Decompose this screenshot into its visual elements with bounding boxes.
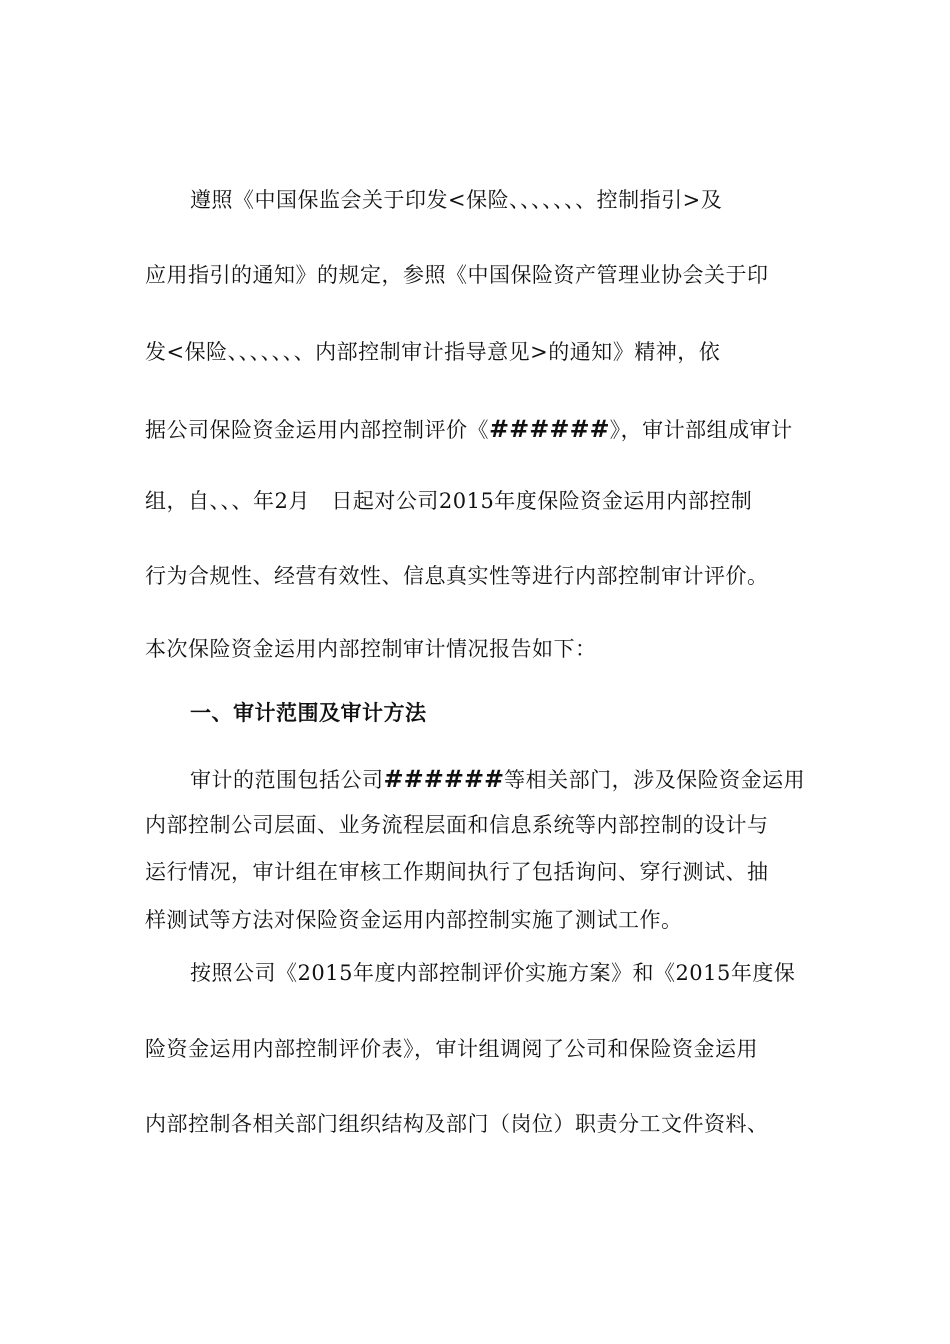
paragraph-line: 行为合规性、经营有效性、信息真实性等进行内部控制审计评价。 <box>145 564 769 588</box>
paragraph-line: 组，自、、、年2月 日起对公司2015年度保险资金运用内部控制 <box>145 489 753 513</box>
paragraph-line: 内部控制公司层面、业务流程层面和信息系统等内部控制的设计与 <box>145 813 769 837</box>
paragraph-line: 发<保险、、、、、、、内部控制审计指导意见>的通知》精神，依 <box>145 340 721 364</box>
paragraph-line <box>190 764 870 795</box>
text-segment: 等相关部门，涉及保险资金运用 <box>504 768 806 792</box>
paragraph-line: 内部控制各相关部门组织结构及部门（岗位）职责分工文件资料、 <box>145 1112 769 1136</box>
text-segment: 》，审计部组成审计 <box>609 418 793 442</box>
paragraph-line: 险资金运用内部控制评价表》，审计组调阅了公司和保险资金运用 <box>145 1037 758 1061</box>
paragraph-line: 应用指引的通知》的规定，参照《中国保险资产管理业协会关于印 <box>145 263 769 287</box>
paragraph-line: 按照公司《2015年度内部控制评价实施方案》和《2015年度保 <box>190 961 796 985</box>
paragraph-line: 样测试等方法对保险资金运用内部控制实施了测试工作。 <box>145 908 683 932</box>
paragraph-line: 本次保险资金运用内部控制审计情况报告如下： <box>145 637 597 661</box>
redacted-text: ###### <box>383 765 505 793</box>
text-segment: 据公司保险资金运用内部控制评价《 <box>145 418 489 442</box>
paragraph-line <box>145 414 825 445</box>
redacted-text: ###### <box>489 415 610 443</box>
paragraph-line: 运行情况，审计组在审核工作期间执行了包括询问、穿行测试、抽 <box>145 860 769 884</box>
paragraph-line: 遵照《中国保监会关于印发<保险、、、、、、、控制指引>及 <box>190 188 723 212</box>
section-heading: 一、审计范围及审计方法 <box>190 701 427 725</box>
text-segment: 审计的范围包括公司 <box>190 768 384 792</box>
